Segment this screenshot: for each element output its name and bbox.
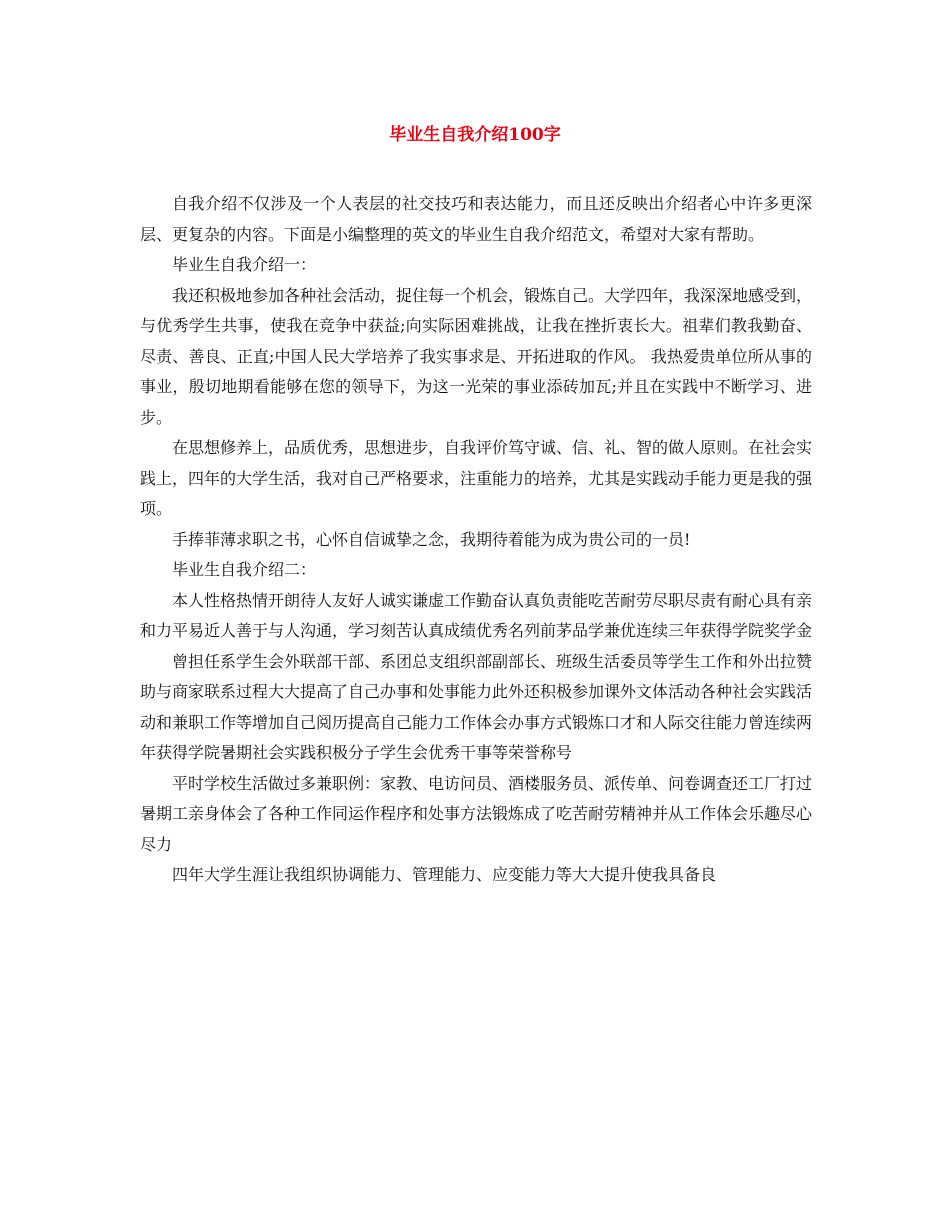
section-heading-two: 毕业生自我介绍二：: [172, 560, 317, 579]
paragraph: 本人性格热情开朗待人友好人诚实谦虚工作勤奋认真负责能吃苦耐劳尽职尽责有耐心具有亲和力平易近人善于与人沟通，学习刻苦认真成绩优秀名列前茅品学兼优连续三年获得学院奖学金: [140, 590, 813, 640]
paragraph: 在思想修养上，品质优秀，思想进步，自我评价笃守诚、信、礼、智的做人原则。在社会实践上，四年的大学生活，我对自己严格要求，注重能力的培养，尤其是实践动手能力更是我的强项。: [140, 438, 813, 518]
paragraph: 我还积极地参加各种社会活动，捉住每一个机会，锻炼自己。大学四年，我深深地感受到，与优秀学生共事，使我在竞争中获益;向实际困难挑战，让我在挫折衷长大。祖辈们教我勤奋、尽责、善良、正直;中国人民大学培养了我实事求是、开拓进取的作风。 我热爱贵单位所从事的事业，殷切地期看能够在您的领导下，为这一光荣的事业添砖加瓦;并且在实践中不断学习、进步。: [140, 285, 813, 427]
paragraph: 平时学校生活做过多兼职例：家教、电访问员、酒楼服务员、派传单、问卷调查还工厂打过暑期工亲身体会了各种工作同运作程序和处事方法锻炼成了吃苦耐劳精神并从工作体会乐趣尽心尽力: [140, 773, 813, 854]
section-heading-one: 毕业生自我介绍一：: [172, 255, 317, 274]
page-title: 毕业生自我介绍100字: [389, 125, 561, 145]
paragraph: 曾担任系学生会外联部干部、系团总支组织部副部长、班级生活委员等学生工作和外出拉赞助与商家联系过程大大提高了自己办事和处事能力此外还积极参加课外文体活动各种社会实践活动和兼职工作等增加自己阅历提高自己能力工作体会办事方式锻炼口才和人际交往能力曾连续两年获得学院暑期社会实践积极分子学生会优秀干事等荣誉称号: [140, 651, 813, 762]
paragraph-intro: 自我介绍不仅涉及一个人表层的社交技巧和表达能力，而且还反映出介绍者心中许多更深层、更复杂的内容。下面是小编整理的英文的毕业生自我介绍范文，希望对大家有帮助。: [140, 194, 812, 244]
paragraph: 手捧菲薄求职之书，心怀自信诚挚之念，我期待着能为成为贵公司的一员!: [172, 529, 691, 549]
paragraph: 四年大学生涯让我组织协调能力、管理能力、应变能力等大大提升使我具备良: [172, 865, 717, 884]
document-body: [140, 189, 812, 891]
